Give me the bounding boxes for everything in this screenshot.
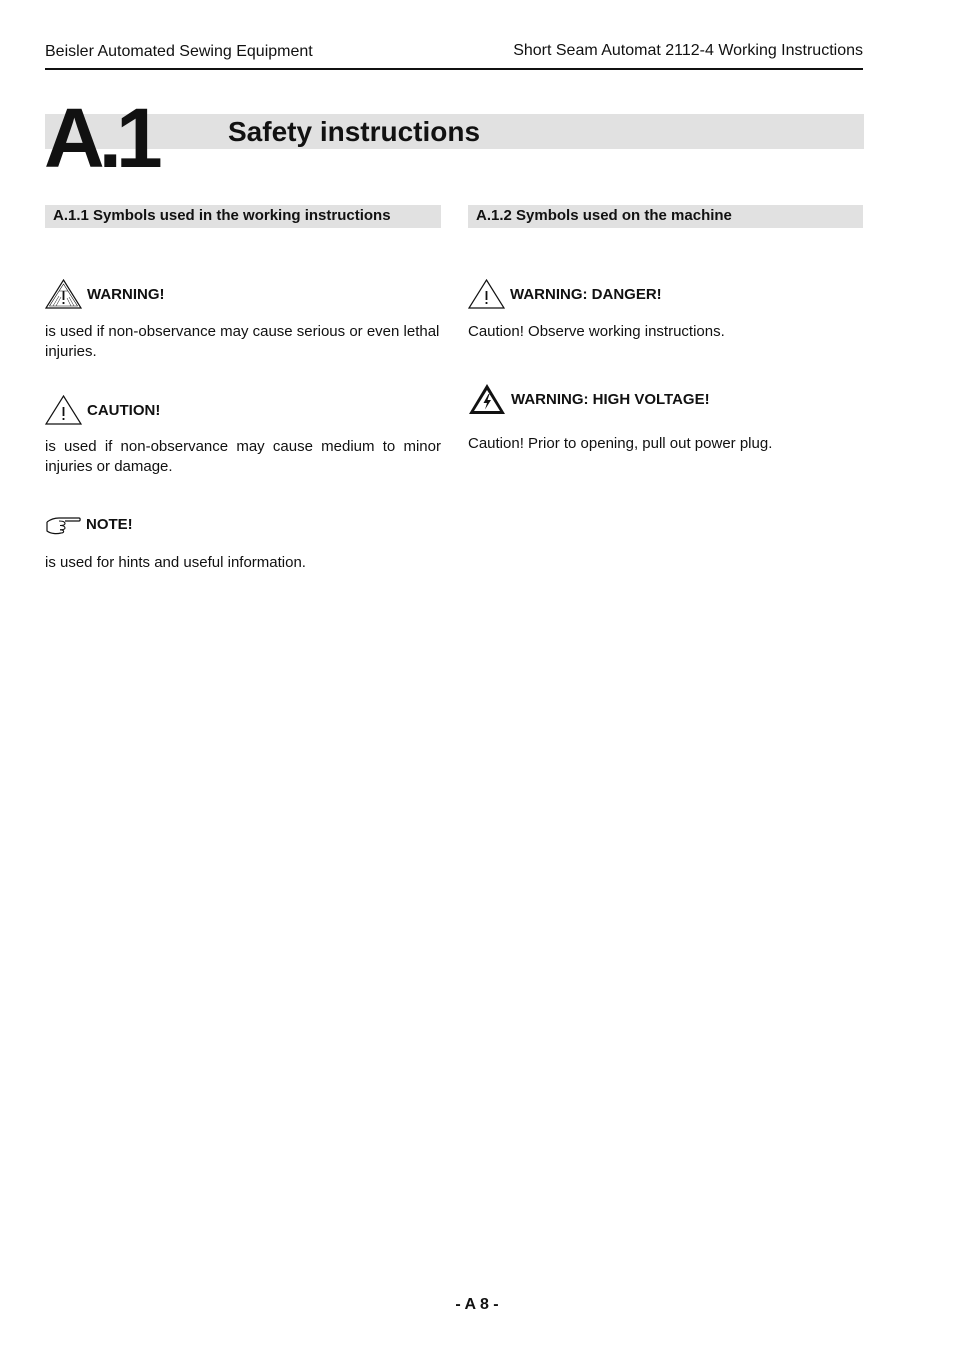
danger-label: WARNING: DANGER! bbox=[510, 285, 662, 303]
note-description-text: is used for hints and useful information. bbox=[45, 554, 306, 571]
high-voltage-symbol-row bbox=[468, 383, 710, 415]
section-heading-left bbox=[45, 205, 441, 228]
danger-symbol-row bbox=[468, 279, 662, 309]
running-header-right: Short Seam Automat 2112-4 Working Instructions bbox=[513, 42, 863, 59]
caution-symbol-row bbox=[45, 395, 160, 425]
high-voltage-description: Caution! Prior to opening, pull out power plug. bbox=[468, 435, 773, 452]
running-header-left: Beisler Automated Sewing Equipment bbox=[45, 43, 313, 60]
note-description bbox=[45, 553, 441, 573]
page-number bbox=[0, 1296, 954, 1314]
section-heading-right-text: A.1.2 Symbols used on the machine bbox=[476, 207, 732, 224]
warning-triangle-icon bbox=[45, 279, 82, 309]
danger-triangle-icon bbox=[468, 279, 505, 309]
section-heading-left-text: A.1.1 Symbols used in the working instructions bbox=[53, 207, 391, 224]
warning-description: is used if non-observance may cause serious or even lethal injuries. bbox=[45, 323, 440, 360]
caution-triangle-icon bbox=[45, 395, 82, 425]
warning-symbol-row bbox=[45, 279, 165, 309]
pointing-hand-icon bbox=[45, 513, 81, 535]
high-voltage-label: WARNING: HIGH VOLTAGE! bbox=[511, 390, 710, 408]
warning-label: WARNING! bbox=[87, 285, 165, 303]
high-voltage-icon bbox=[468, 383, 506, 415]
chapter-number: A.1 bbox=[44, 91, 157, 185]
caution-description: is used if non-observance may cause medium to minor injuries or damage. bbox=[45, 438, 441, 475]
page-number-text: - A 8 - bbox=[455, 1296, 499, 1313]
header-rule bbox=[45, 68, 863, 70]
section-heading-right bbox=[468, 205, 863, 228]
danger-description: Caution! Observe working instructions. bbox=[468, 323, 725, 340]
chapter-title: Safety instructions bbox=[228, 116, 481, 147]
caution-label: CAUTION! bbox=[87, 401, 161, 419]
note-symbol-row bbox=[45, 513, 133, 535]
note-label: NOTE! bbox=[86, 515, 133, 533]
